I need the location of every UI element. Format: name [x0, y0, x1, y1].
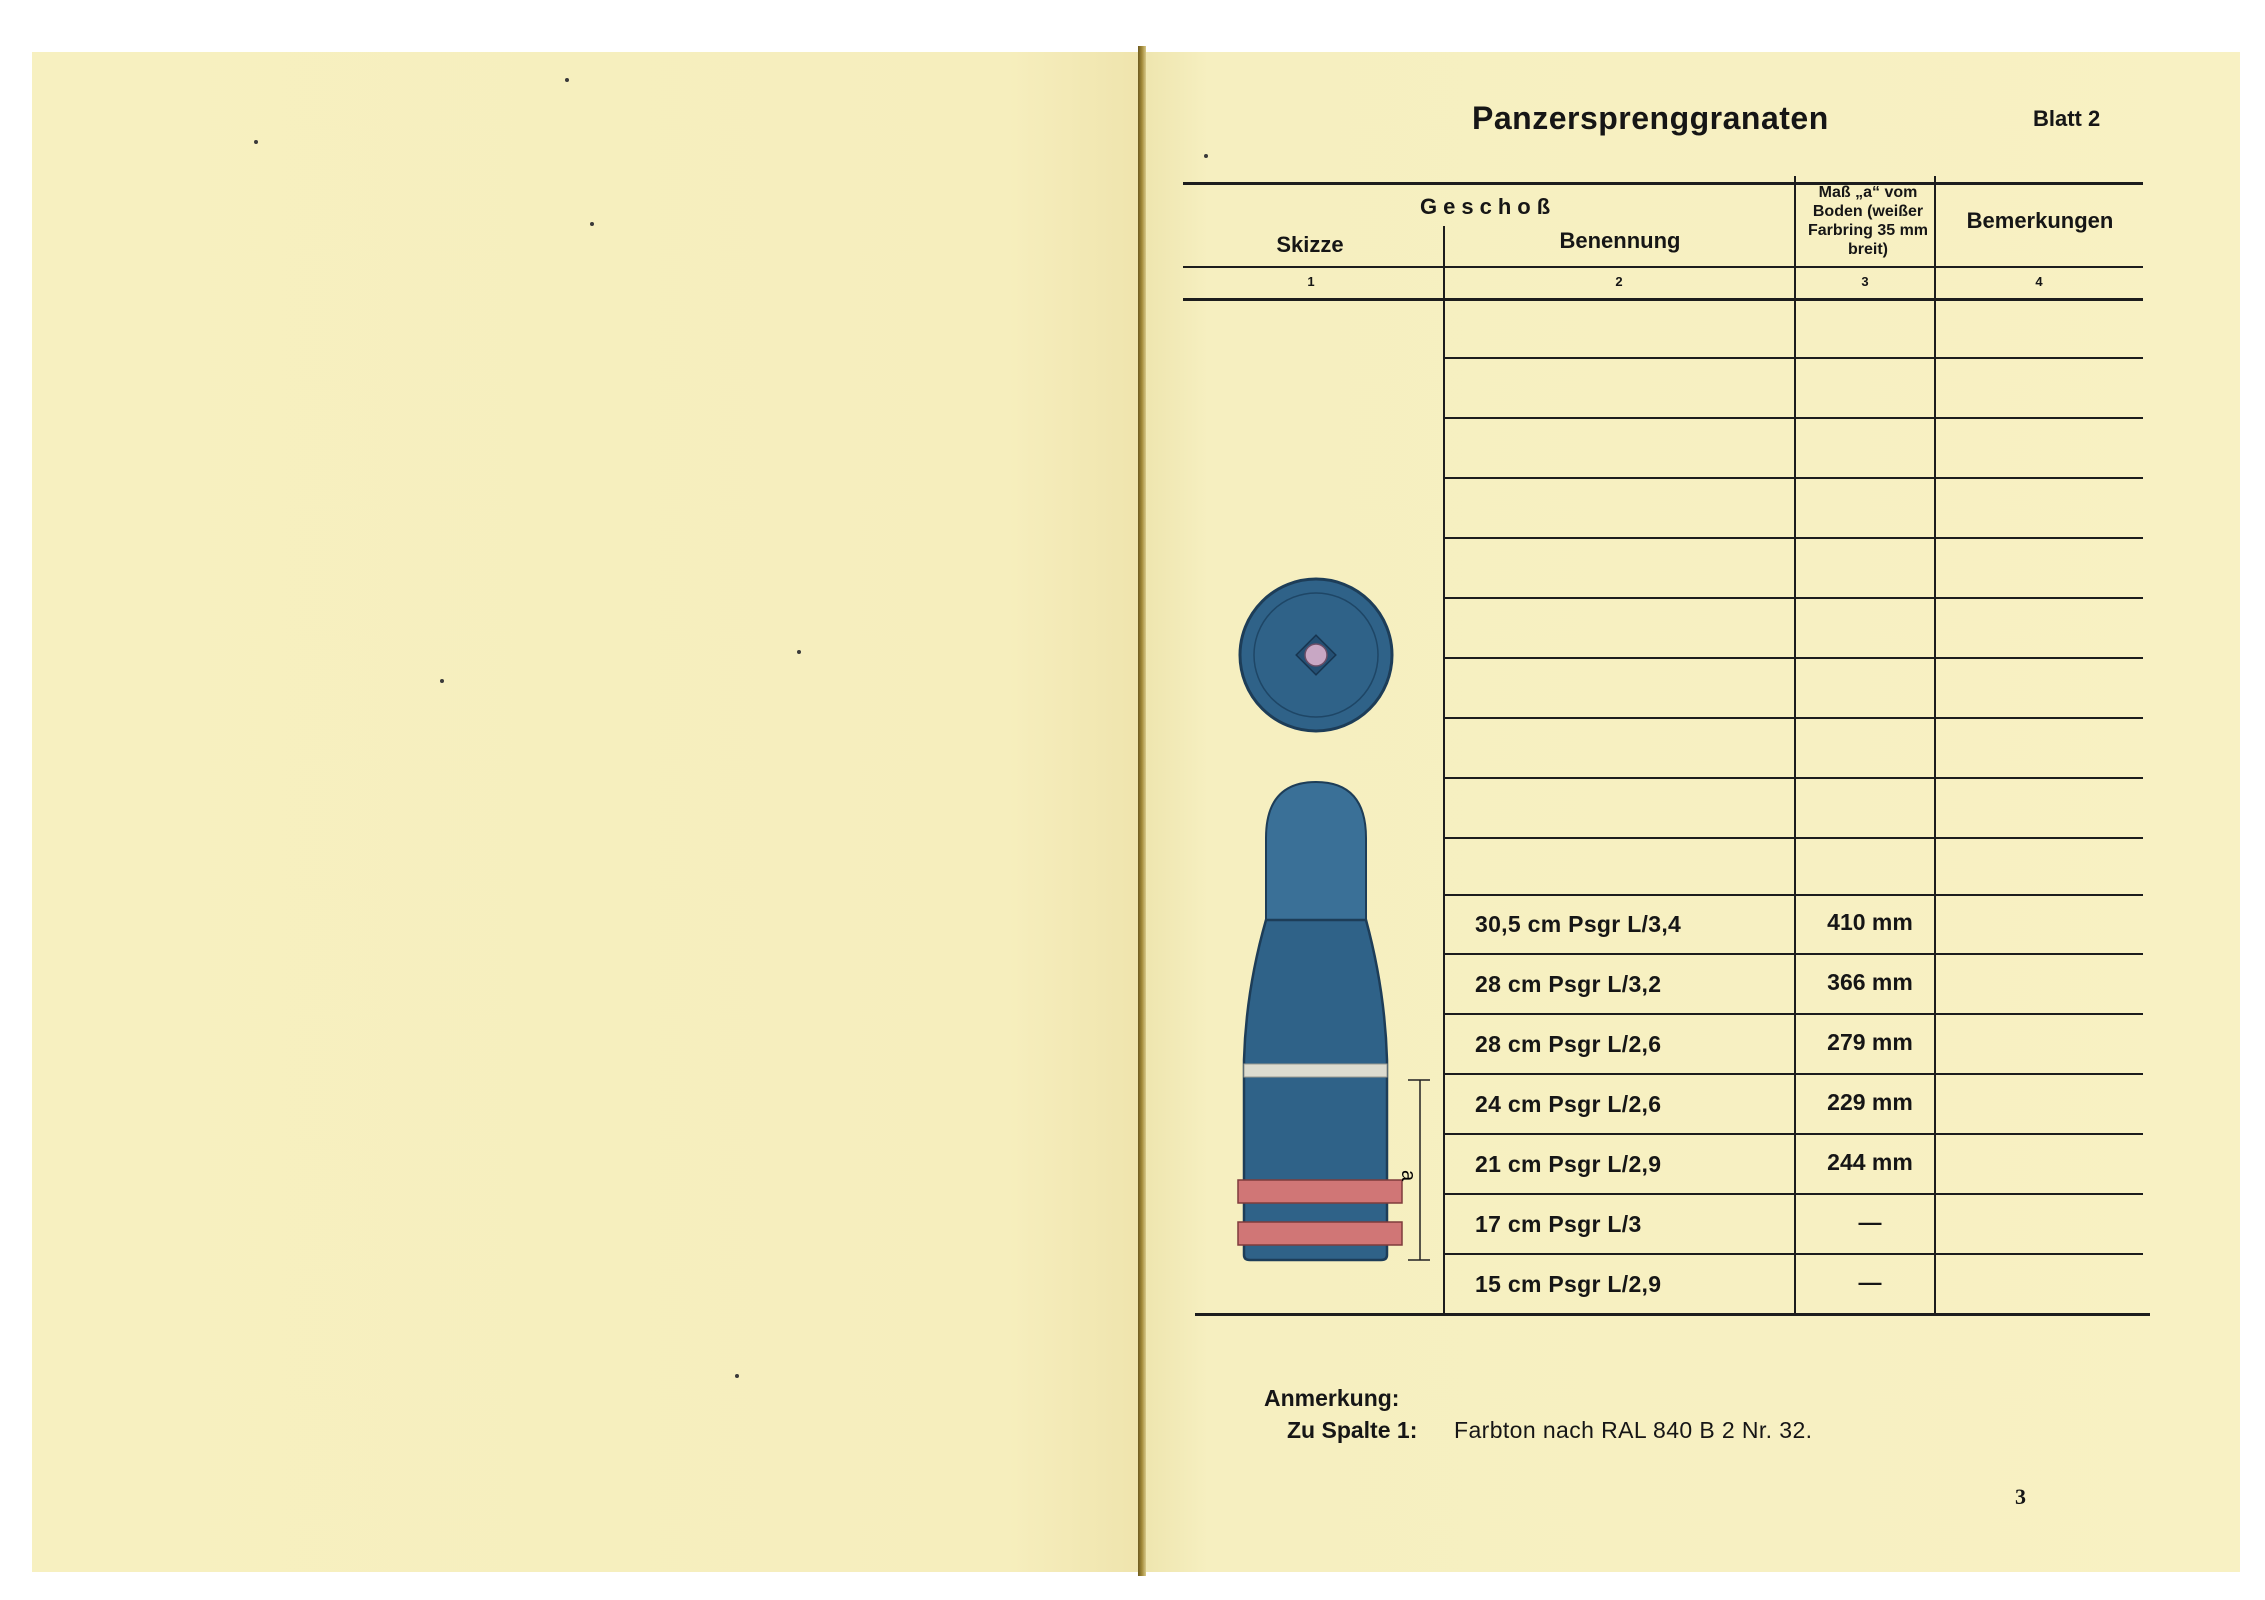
column-divider	[1794, 176, 1796, 1316]
row-rule	[1445, 894, 2143, 896]
table-cell-mass: —	[1858, 1269, 1882, 1295]
row-rule	[1445, 477, 2143, 479]
table-cell-mass: 366 mm	[1827, 969, 1913, 995]
row-rule	[1445, 417, 2143, 419]
table-top-rule	[1183, 182, 2143, 185]
column-header-mass: Maß „a“ vom Boden (weißer Farbring 35 mm breit)	[1807, 184, 1929, 258]
red-band-lower	[1238, 1222, 1402, 1245]
group-header-geschoss: Geschoß	[1420, 194, 1557, 219]
row-rule	[1445, 357, 2143, 359]
column-number: 4	[2035, 274, 2043, 289]
table-cell-benennung: 21 cm Psgr L/2,9	[1475, 1151, 1662, 1177]
page-number: 3	[2015, 1484, 2026, 1509]
paper-speck	[565, 78, 569, 82]
white-band	[1244, 1064, 1387, 1077]
column-header-skizze: Skizze	[1276, 232, 1344, 257]
row-rule	[1445, 953, 2143, 955]
header-rule	[1183, 266, 2143, 268]
column-divider	[1443, 226, 1445, 1316]
row-rule	[1445, 837, 2143, 839]
table-cell-mass: —	[1858, 1209, 1882, 1235]
table-cell-mass: 229 mm	[1827, 1089, 1913, 1115]
base-fuze-icon	[1305, 644, 1327, 666]
row-rule	[1445, 537, 2143, 539]
column-number-rule	[1183, 298, 2143, 301]
shell-side-view	[1238, 782, 1430, 1260]
paper-speck	[254, 140, 258, 144]
note-prefix: Zu Spalte 1:	[1287, 1417, 1418, 1443]
row-rule	[1445, 1073, 2143, 1075]
row-rule	[1445, 597, 2143, 599]
sheet-number: Blatt 2	[2033, 106, 2101, 131]
column-number: 3	[1861, 274, 1869, 289]
left-page	[32, 52, 1142, 1572]
row-rule	[1445, 1133, 2143, 1135]
table-cell-mass: 410 mm	[1827, 909, 1913, 935]
column-header-benennung: Benennung	[1559, 228, 1681, 253]
paper-speck	[440, 679, 444, 683]
note-label: Anmerkung:	[1264, 1385, 1400, 1411]
row-rule	[1445, 1253, 2143, 1255]
column-divider	[1934, 176, 1936, 1316]
book-spine	[1138, 46, 1146, 1576]
shell-body	[1244, 920, 1387, 1260]
row-rule	[1445, 657, 2143, 659]
column-number: 1	[1307, 274, 1315, 289]
note-text: Farbton nach RAL 840 B 2 Nr. 32.	[1454, 1417, 1813, 1443]
table-cell-mass: 279 mm	[1827, 1029, 1913, 1055]
row-rule	[1445, 717, 2143, 719]
row-rule	[1445, 1013, 2143, 1015]
shell-sketch	[1230, 570, 1430, 1270]
table-cell-benennung: 28 cm Psgr L/3,2	[1475, 971, 1662, 997]
table-cell-mass: 244 mm	[1827, 1149, 1913, 1175]
paper-speck	[1204, 154, 1208, 158]
table-cell-benennung: 28 cm Psgr L/2,6	[1475, 1031, 1662, 1057]
paper-speck	[590, 222, 594, 226]
table-bottom-rule	[1195, 1313, 2150, 1316]
page-title: Panzersprenggranaten	[1472, 100, 1829, 136]
row-rule	[1445, 1193, 2143, 1195]
paper-speck	[797, 650, 801, 654]
row-rule	[1445, 777, 2143, 779]
table-cell-benennung: 17 cm Psgr L/3	[1475, 1211, 1642, 1237]
table-cell-benennung: 24 cm Psgr L/2,6	[1475, 1091, 1662, 1117]
shell-base-view	[1240, 579, 1392, 731]
table-cell-benennung: 15 cm Psgr L/2,9	[1475, 1271, 1662, 1297]
column-number: 2	[1615, 274, 1623, 289]
paper-speck	[735, 1374, 739, 1378]
table-cell-benennung: 30,5 cm Psgr L/3,4	[1475, 911, 1682, 937]
shell-nose-cap	[1266, 782, 1366, 920]
dimension-label: a	[1397, 1170, 1419, 1182]
column-header-bemerkungen: Bemerkungen	[1966, 208, 2114, 233]
red-band-upper	[1238, 1180, 1402, 1203]
